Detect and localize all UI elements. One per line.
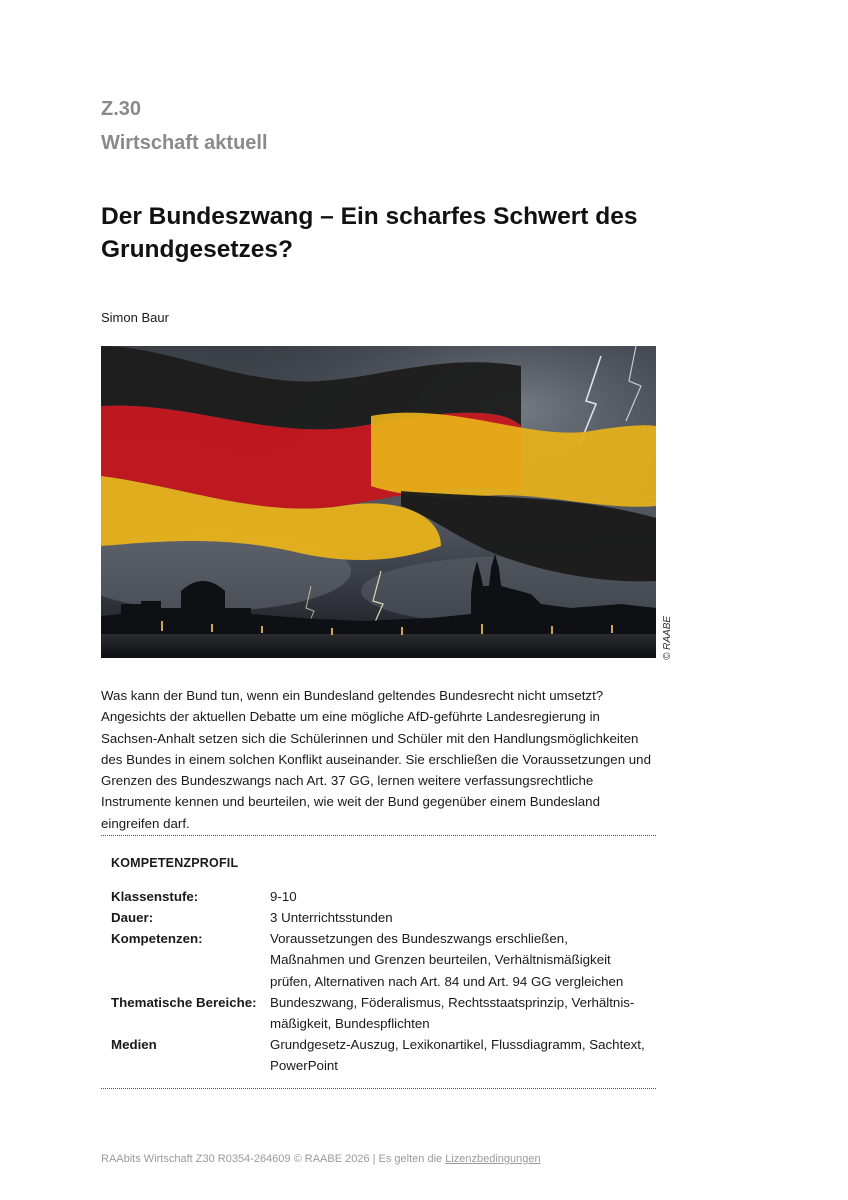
- profile-row: [111, 1034, 656, 1077]
- profile-row: [111, 886, 656, 907]
- divider-top: [101, 835, 656, 836]
- profile-key: Thematische Bereiche:: [111, 995, 257, 1010]
- profile-row: [111, 907, 656, 928]
- profile-value: Grundgesetz-Auszug, Lexikonartikel, Flussdiagramm, Sachtext, PowerPoint: [270, 1037, 645, 1074]
- profile-heading: KOMPETENZPROFIL: [111, 856, 239, 870]
- series-name: Wirtschaft aktuell: [101, 132, 268, 154]
- author: Simon Baur: [101, 310, 169, 325]
- profile-value: Bundeszwang, Föderalismus, Rechtsstaatsprinzip, Verhältnis-mäßigkeit, Bundespflichten: [270, 995, 635, 1032]
- profile-value: 9-10: [270, 889, 297, 904]
- profile-key: Medien: [111, 1037, 157, 1052]
- profile-value: Voraussetzungen des Bundeszwangs erschließen, Maßnahmen und Grenzen beurteilen, Verhältnismäßigkeit prüfen, Alternativen nach Art. 84 und Art. 94 GG vergleichen: [270, 931, 624, 989]
- profile-key: Klassenstufe:: [111, 889, 199, 904]
- footer-text: RAAbits Wirtschaft Z30 R0354-264609 © RAABE 2026 | Es gelten die: [101, 1153, 446, 1165]
- hero-image: [101, 346, 656, 658]
- page-title: Der Bundeszwang – Ein scharfes Schwert des Grundgesetzes?: [101, 203, 638, 263]
- footer: [101, 1153, 541, 1165]
- license-link[interactable]: Lizenzbedingungen: [445, 1153, 541, 1165]
- divider-bottom: [101, 1088, 656, 1089]
- profile-row: [111, 992, 656, 1035]
- profile-value: 3 Unterrichtsstunden: [270, 910, 393, 925]
- profile-row: [111, 928, 656, 992]
- intro-paragraph: Was kann der Bund tun, wenn ein Bundesland geltendes Bundesrecht nicht umsetzt? Angesichts der aktuellen Debatte um eine mögliche AfD-geführte Landesregierung in Sachsen-Anhalt setzen sich die Schülerinnen und Schüler mit den Handlungsmöglichkeiten des Bundes in einem solchen Konflikt auseinander. Sie erschließen die Voraussetzungen und Grenzen des Bundeszwangs nach Art. 37 GG, lernen weitere verfassungsrechtliche Instrumente kennen und beurteilen, wie weit der Bund gegenüber einem Bundesland eingreifen darf.: [101, 688, 651, 831]
- profile-key: Kompetenzen:: [111, 931, 203, 946]
- profile-key: Dauer:: [111, 910, 154, 925]
- image-credit: © RAABE: [662, 615, 673, 660]
- series-code: Z.30: [101, 98, 142, 120]
